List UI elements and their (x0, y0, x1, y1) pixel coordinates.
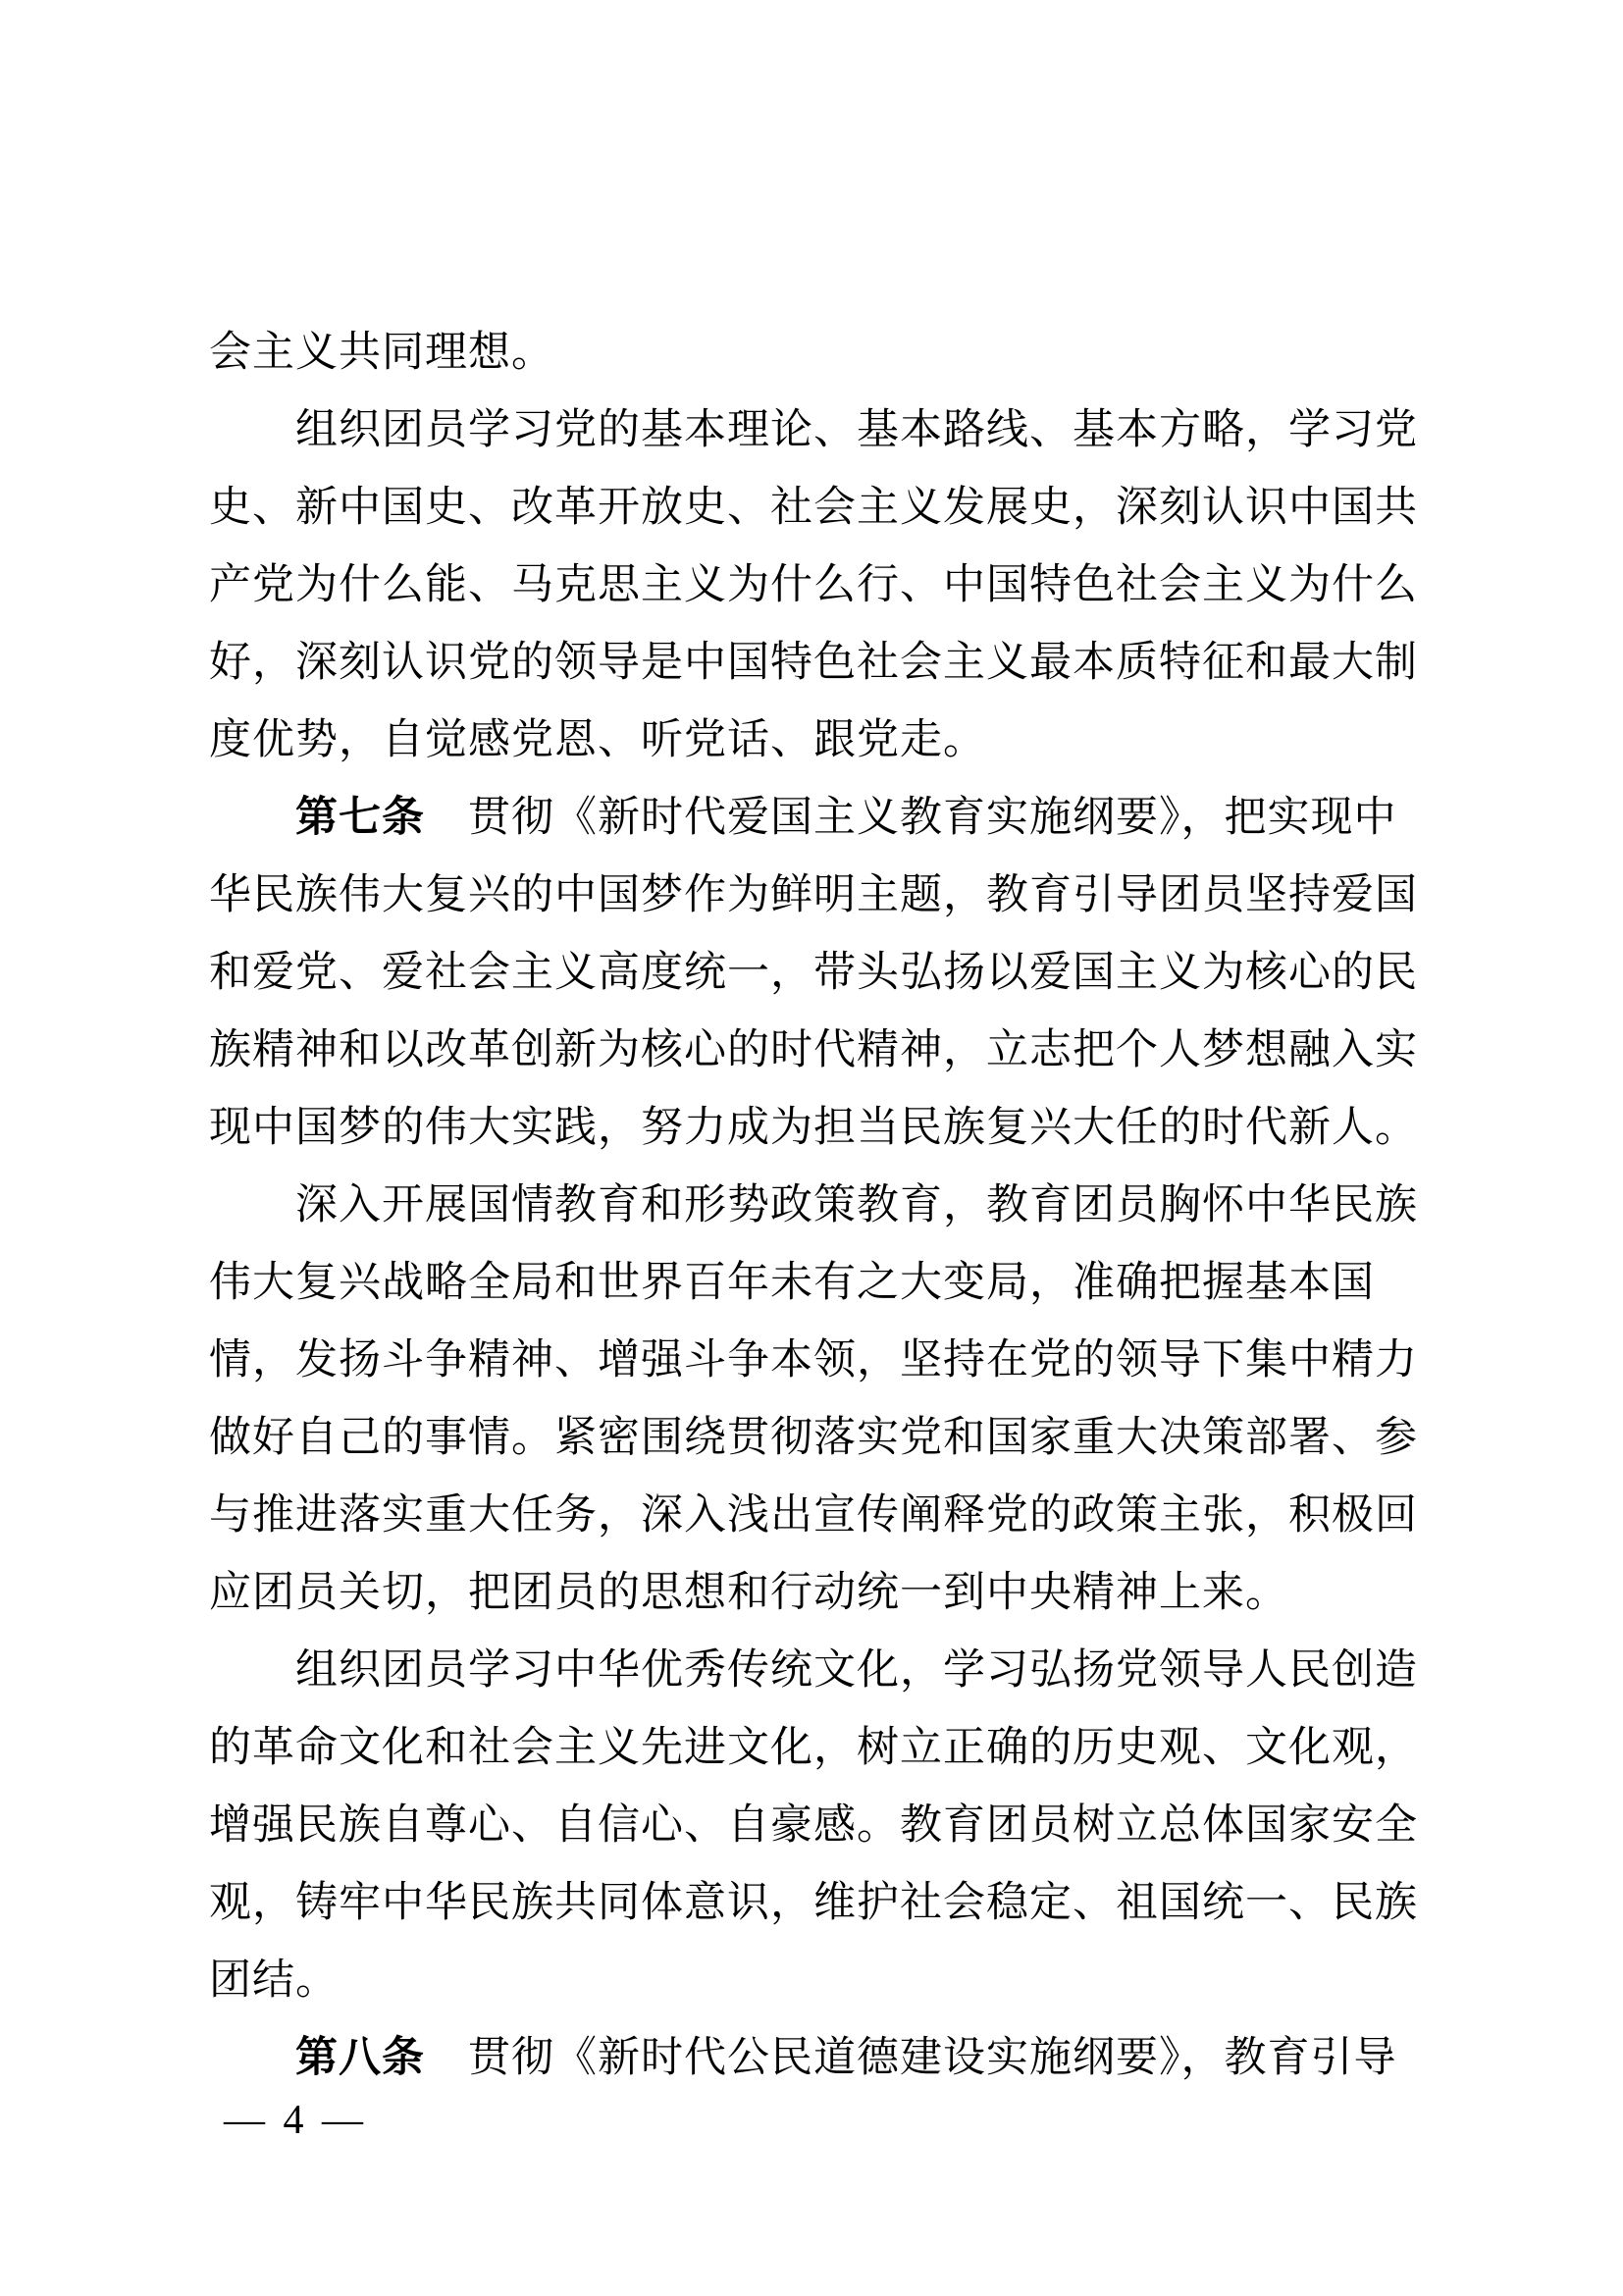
text-line-article-7 (209, 779, 1426, 857)
article-7-body: 贯彻《新时代爱国主义教育实施纲要》，把实现中 (425, 795, 1397, 841)
text-line: 组织团员学习中华优秀传统文化，学习弘扬党领导人民创造 (209, 1647, 1418, 1694)
page-number: — 4 — (224, 2098, 367, 2143)
text-line: 深入开展国情教育和形势政策教育，教育团员胸怀中华民族 (209, 1182, 1418, 1228)
text-line: 情，发扬斗争精神、增强斗争本领，坚持在党的领导下集中精力 (209, 1337, 1418, 1383)
article-7-heading: 第七条 (209, 795, 425, 841)
text-line: 做好自己的事情。紧密围绕贯彻落实党和国家重大决策部署、参 (209, 1415, 1418, 1461)
text-line: 华民族伟大复兴的中国梦作为鲜明主题，教育引导团员坚持爱国 (209, 872, 1418, 918)
text-line: 观，铸牢中华民族共同体意识，维护社会稳定、祖国统一、民族 (209, 1880, 1418, 1926)
text-line: 的革命文化和社会主义先进文化，树立正确的历史观、文化观， (209, 1725, 1418, 1771)
text-line: 好，深刻认识党的领导是中国特色社会主义最本质特征和最大制 (209, 640, 1418, 686)
text-line: 与推进落实重大任务，深入浅出宣传阐释党的政策主张，积极回 (209, 1492, 1418, 1539)
text-line: 会主义共同理想。 (209, 330, 554, 376)
article-8-heading: 第八条 (209, 2035, 425, 2081)
text-line: 度优势，自觉感党恩、听党话、跟党走。 (209, 717, 986, 763)
text-line: 团结。 (209, 1957, 339, 2004)
text-line-article-8 (209, 2019, 1426, 2097)
text-line: 增强民族自尊心、自信心、自豪感。教育团员树立总体国家安全 (209, 1802, 1418, 1849)
text-line: 现中国梦的伟大实践，努力成为担当民族复兴大任的时代新人。 (209, 1105, 1418, 1151)
text-line: 族精神和以改革创新为核心的时代精神，立志把个人梦想融入实 (209, 1027, 1418, 1073)
article-8-body: 贯彻《新时代公民道德建设实施纲要》，教育引导 (425, 2035, 1397, 2081)
text-line: 史、新中国史、改革开放史、社会主义发展史，深刻认识中国共 (209, 485, 1418, 531)
text-line: 伟大复兴战略全局和世界百年未有之大变局，准确把握基本国 (209, 1260, 1375, 1306)
document-body (209, 314, 1426, 2097)
text-line: 应团员关切，把团员的思想和行动统一到中央精神上来。 (209, 1570, 1288, 1616)
text-line: 产党为什么能、马克思主义为什么行、中国特色社会主义为什么 (209, 562, 1418, 608)
text-line: 组织团员学习党的基本理论、基本路线、基本方略，学习党 (209, 407, 1418, 453)
text-line: 和爱党、爱社会主义高度统一，带头弘扬以爱国主义为核心的民 (209, 950, 1418, 996)
